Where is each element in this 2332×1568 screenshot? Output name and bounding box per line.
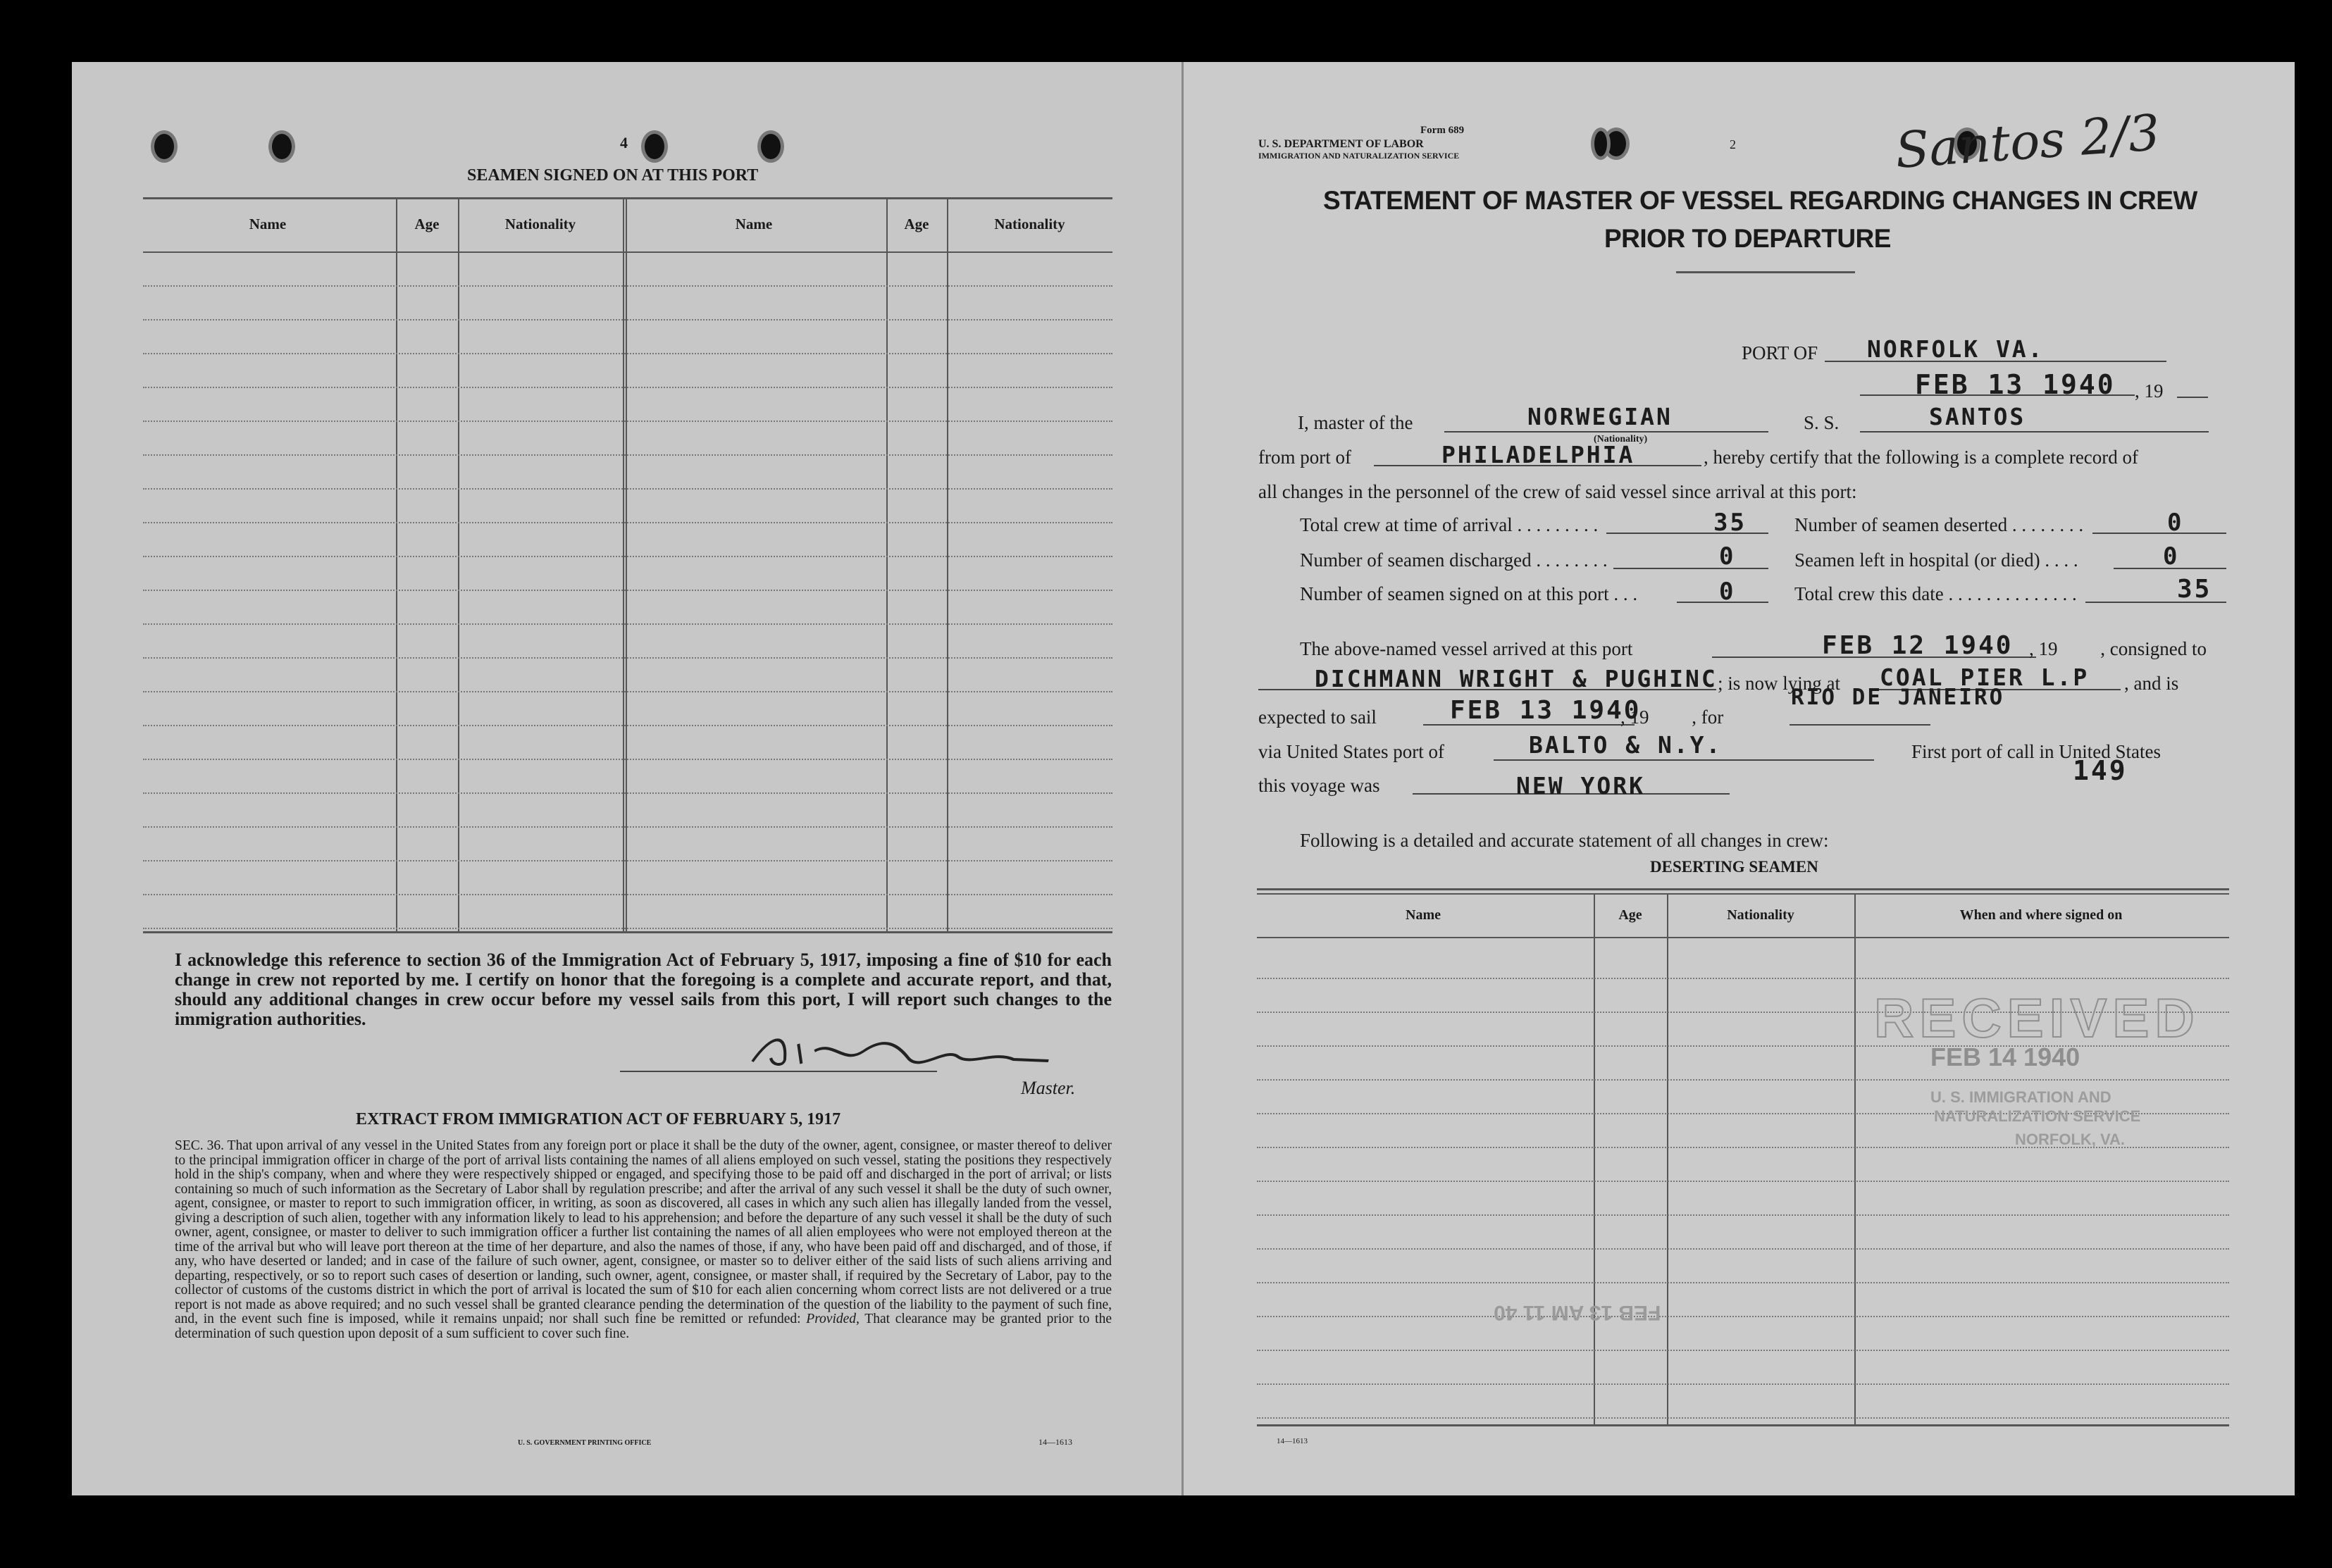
stat-value-total-arrival: 35	[1713, 509, 1747, 537]
column-header-signed-on: When and where signed on	[1959, 907, 2123, 923]
table-row-rule	[143, 725, 1112, 727]
stat-value-total-date: 35	[2177, 575, 2212, 604]
table-row-rule	[1257, 1248, 2229, 1250]
table-border	[1257, 1424, 2229, 1426]
table-row-rule	[1257, 1316, 2229, 1318]
consignee-value: DICHMANN WRIGHT & PUGHINC	[1315, 665, 1718, 692]
table-row-rule	[143, 556, 1112, 558]
port-value: NORFOLK VA.	[1867, 335, 2045, 363]
extract-title: EXTRACT FROM IMMIGRATION ACT OF FEBRUARY 5, 1917	[356, 1110, 841, 1128]
all-changes-text: all changes in the personnel of the crew of said vessel since arrival at this port:	[1258, 481, 1857, 502]
column-divider	[1854, 893, 1856, 1426]
table-row-rule	[143, 860, 1112, 862]
signature-scribble	[743, 1030, 1062, 1072]
ship-line	[1860, 431, 2209, 433]
received-stamp: RECEIVED	[1874, 987, 2200, 1049]
stat-label-hospital: Seamen left in hospital (or died) . . . .	[1794, 549, 2078, 571]
table-row-rule	[1257, 1350, 2229, 1352]
lying-value: COAL PIER L.P	[1880, 664, 2090, 691]
extract-text: That upon arrival of any vessel in the United States from any foreign port or place it shall be the duty of the owner, agent, consignee, or master thereof to deliver to the principal immigration officer in charge of the port of arrival lists containing the names of all aliens employed on such vessel, stating the positions they respectively hold in the ship's company, when and where they were respectively shipped or engaged, and specifying those to be paid off and discharged in the port of arrival; or lists containing so much of such information as the Secretary of Labor shall by regulation prescribe; and after the arrival of any such vessel it shall be the duty of such owner, agent, consignee, or master to report to such immigration officer, in writing, as soon as discovered, all cases in which any such alien has illegally landed from the vessel, giving a description of such alien, together with any information likely to lead to his apprehension; and before the departure of any such vessel it shall be the duty of such owner, agent, consignee, or master to deliver to such immigration officer a further list containing the names of all alien employees who were not employed thereon at the time of the arrival but who will leave port thereon at the time of her departure, and also the names of those, if any, who have been paid off and discharged, and of those, if any, who have deserted or landed; and in case of the failure of such owner, agent, consignee, or master so to deliver either of the said lists of such aliens arriving and departing, respectively, or so to report such cases of desertion or landing, such owner, agent, consignee, or master shall, if required by the Secretary of Labor, pay to the collector of customs of the customs district in which the port of arrival is located the sum of $10 for each alien concerning whom correct lists are not delivered or a true report is not made as above required; and no such vessel shall be granted clearance pending the determination of the question of the liability to the payment of such fine, and, in the event such fine is imposed, while it remains unpaid; nor shall such fine be remitted or refunded:	[175, 1138, 1112, 1326]
deserting-title: DESERTING SEAMEN	[1650, 858, 1818, 876]
date-value: FEB 13 1940	[1915, 369, 2116, 400]
signature-line	[620, 1071, 937, 1072]
certify-text: , hereby certify that the following is a complete record of	[1704, 447, 2139, 468]
table-border	[143, 197, 1112, 199]
table-row-rule	[143, 623, 1112, 626]
stat-label-total-date: Total crew this date . . . . . . . . . . . . . .	[1794, 583, 2077, 604]
column-divider	[886, 198, 888, 933]
port-label: PORT OF	[1742, 342, 1818, 363]
column-divider	[947, 198, 948, 933]
punch-hole	[151, 130, 178, 163]
stat-value-hospital: 0	[2163, 542, 2180, 571]
acknowledgment-text: I acknowledge this reference to section 36 of the Immigration Act of February 5, 1917, imposing a fine of $10 for each change in crew not reported by me. I certify on honor that the foregoing is a complete and accurate report, and that, should any additional changes in crew occur before my vessel sails from this port, I will report such changes to the immigration authorities.	[175, 950, 1112, 1029]
nationality-caption: (Nationality)	[1594, 434, 1648, 444]
form-title-line1: STATEMENT OF MASTER OF VESSEL REGARDING CHANGES IN CREW	[1323, 186, 2197, 215]
expected-label: expected to sail	[1258, 707, 1377, 728]
table-row-rule	[1257, 1383, 2229, 1386]
department-line: U. S. DEPARTMENT OF LABOR	[1258, 138, 1424, 150]
for-label: , 19 , for	[1620, 707, 1724, 728]
following-text: Following is a detailed and accurate statement of all changes in crew:	[1300, 830, 1829, 851]
master-label: Master.	[1021, 1078, 1076, 1098]
table-row-rule	[1257, 1181, 2229, 1183]
table-row-rule	[1257, 1282, 2229, 1284]
consigned-label: , 19 , consigned to	[2029, 638, 2207, 659]
ss-label: S. S.	[1804, 412, 1840, 433]
column-divider	[1667, 893, 1668, 1426]
stamp-office-line1: U. S. IMMIGRATION AND	[1930, 1088, 2111, 1106]
page-number: 4	[620, 134, 628, 151]
punch-hole	[268, 130, 295, 163]
table-border	[1257, 893, 2229, 895]
table-border	[1257, 937, 2229, 938]
table-row-rule	[143, 826, 1112, 828]
arrived-label: The above-named vessel arrived at this port	[1300, 638, 1633, 659]
table-row-rule	[143, 454, 1112, 456]
form-title-line2: PRIOR TO DEPARTURE	[1604, 224, 1891, 253]
table-row-rule	[1257, 978, 2229, 980]
punch-hole	[1591, 127, 1611, 160]
and-is-label: , and is	[2124, 673, 2179, 694]
stat-value-signed-on: 0	[1719, 578, 1736, 606]
column-header-name: Name	[1406, 907, 1441, 923]
master-signature	[741, 1030, 1062, 1080]
table-row-rule	[143, 488, 1112, 490]
column-header-nationality: Nationality	[1727, 907, 1794, 923]
table-border	[1257, 888, 2229, 890]
table-row-rule	[1257, 1079, 2229, 1081]
extract-section: SEC. 36.	[175, 1138, 224, 1153]
column-header-nationality: Nationality	[504, 216, 576, 232]
table-row-rule	[143, 421, 1112, 423]
service-line: IMMIGRATION AND NATURALIZATION SERVICE	[1258, 151, 1460, 161]
nationality-line	[1444, 431, 1768, 433]
lying-label: ; is now lying at	[1718, 673, 1840, 694]
table-row-rule	[143, 928, 1112, 930]
table-row-rule	[143, 691, 1112, 693]
table-row-rule	[143, 759, 1112, 761]
voyage-label: this voyage was	[1258, 775, 1380, 796]
column-header-age: Age	[414, 216, 440, 232]
form-code: 14—1613	[1277, 1437, 1308, 1445]
stat-label-total-arrival: Total crew at time of arrival . . . . . . . . .	[1300, 514, 1599, 535]
punch-hole	[757, 130, 784, 163]
via-label: via United States port of	[1258, 741, 1444, 762]
year-line	[2177, 397, 2208, 398]
stamp-office-line2: NATURALIZATION SERVICE	[1934, 1107, 2141, 1125]
via-value: BALTO & N.Y.	[1529, 731, 1723, 759]
page-gutter	[1181, 62, 1184, 1495]
stat-label-discharged: Number of seamen discharged . . . . . . . .	[1300, 549, 1608, 571]
year-prefix: , 19	[2135, 380, 2164, 402]
punch-hole	[641, 130, 668, 163]
first-port-label: First port of call in United States	[1911, 741, 2161, 762]
extract-tail: That clearance may be granted prior to the determination of such question upon deposit of a sum sufficient to cover such fine.	[175, 1312, 1112, 1341]
table-row-rule	[143, 319, 1112, 321]
handwritten-annotation: Santos 2/3	[1893, 103, 2162, 180]
left-table-title: SEAMEN SIGNED ON AT THIS PORT	[467, 166, 759, 185]
column-header-name: Name	[735, 216, 773, 232]
page-mark: 2	[1730, 137, 1736, 151]
stat-label-deserted: Number of seamen deserted . . . . . . . .	[1794, 514, 2084, 535]
table-border	[143, 251, 1112, 253]
stat-value-deserted: 0	[2167, 509, 2184, 537]
column-divider	[623, 198, 624, 933]
stat-label-signed-on: Number of seamen signed on at this port . . .	[1300, 583, 1638, 604]
table-row-rule	[143, 522, 1112, 524]
via-line	[1494, 759, 1874, 761]
stamp-date: FEB 14 1940	[1930, 1043, 2080, 1071]
voyage-value: NEW YORK	[1516, 772, 1645, 799]
stat-value-discharged: 0	[1719, 542, 1736, 571]
column-header-age: Age	[1618, 907, 1642, 923]
faint-stamp: FEB 13 AM 11 40	[1494, 1301, 1661, 1324]
handwritten-number: 149	[2073, 755, 2128, 786]
form-code: 14—1613	[1038, 1437, 1072, 1447]
table-row-rule	[1257, 1417, 2229, 1419]
stat-line	[1613, 568, 1768, 569]
column-divider	[458, 198, 459, 933]
column-divider	[626, 198, 627, 933]
column-header-nationality: Nationality	[994, 216, 1065, 232]
table-row-rule	[143, 285, 1112, 287]
extract-proviso: Provided,	[806, 1312, 860, 1326]
table-border	[143, 931, 1112, 933]
stamp-city: NORFOLK, VA.	[2015, 1131, 2126, 1148]
column-divider	[1594, 893, 1595, 1426]
table-row-rule	[143, 387, 1112, 389]
for-line	[1790, 724, 1930, 726]
column-header-name: Name	[249, 216, 287, 232]
nationality-value: NORWEGIAN	[1527, 403, 1673, 430]
extract-body	[175, 1139, 1112, 1341]
printer-imprint: U. S. GOVERNMENT PRINTING OFFICE	[518, 1439, 652, 1447]
arrived-value: FEB 12 1940	[1822, 631, 2014, 660]
title-rule	[1676, 271, 1855, 273]
column-divider	[396, 198, 397, 933]
form-number: Form 689	[1420, 125, 1465, 136]
table-row-rule	[143, 792, 1112, 795]
column-header-age: Age	[904, 216, 929, 232]
table-row-rule	[143, 353, 1112, 355]
stat-line	[2092, 533, 2226, 534]
table-row-rule	[143, 590, 1112, 592]
master-of-label: I, master of the	[1298, 412, 1413, 433]
sail-value: FEB 13 1940	[1450, 696, 1642, 725]
from-port-label: from port of	[1258, 447, 1351, 468]
table-row-rule	[143, 657, 1112, 659]
destination-value: RIO DE JANEIRO	[1791, 685, 2005, 710]
table-row-rule	[1257, 1214, 2229, 1217]
from-port-value: PHILADELPHIA	[1441, 441, 1635, 468]
table-row-rule	[143, 894, 1112, 896]
ship-name-value: SANTOS	[1929, 403, 2026, 430]
